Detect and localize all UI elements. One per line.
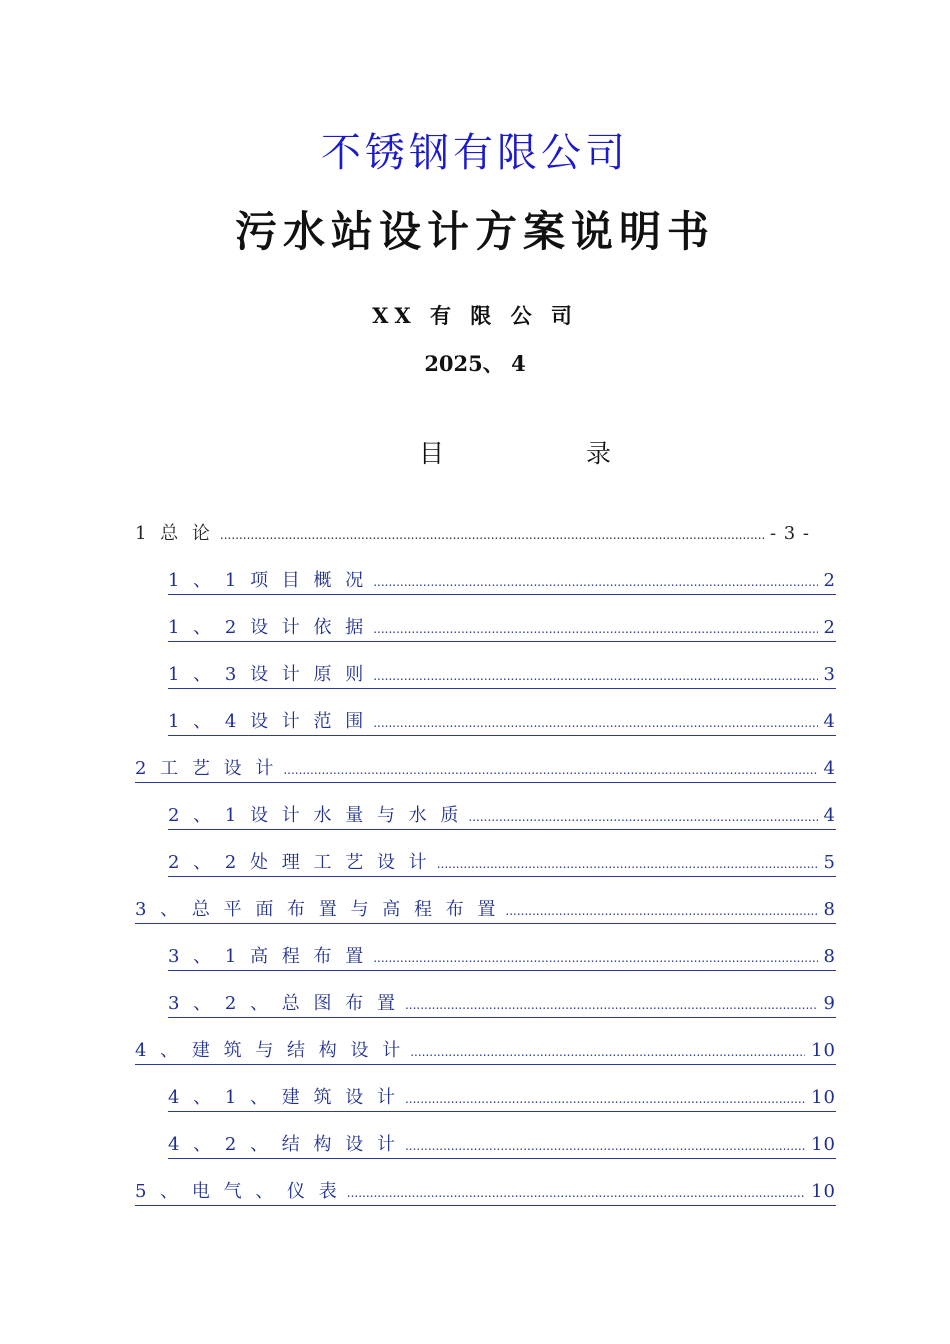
toc-link[interactable]: [168, 709, 836, 736]
toc-entry-label: 2 、 1 设 计 水 量 与 水 质: [168, 805, 463, 826]
toc-dot-leader: [220, 522, 764, 548]
toc-dot-leader: [410, 1039, 805, 1065]
toc-dot-leader: [283, 757, 817, 783]
toc-dot-leader: [373, 616, 817, 642]
toc-entry-label: 1 总 论: [135, 523, 214, 544]
toc-heading-right: 录: [586, 439, 612, 468]
toc-dot-leader: [347, 1180, 805, 1206]
toc-entry-page: 10: [811, 1181, 836, 1202]
date-line: 2025、 4: [424, 351, 526, 376]
author-line: XX 有 限 公 司: [372, 303, 578, 328]
toc-heading-left: 目: [419, 439, 445, 468]
toc-dot-leader: [373, 663, 817, 689]
toc-entry-page: 2: [823, 570, 836, 591]
toc-link[interactable]: [168, 1132, 836, 1159]
toc-entry-label: 3 、 2 、 总 图 布 置: [168, 993, 399, 1014]
toc-dot-leader: [373, 710, 817, 736]
toc-entry-label: 1 、 2 设 计 依 据: [168, 617, 368, 638]
toc-dot-leader: [405, 1086, 805, 1112]
toc-dot-leader: [405, 1133, 805, 1159]
toc-entry-label: 3 、 1 高 程 布 置: [168, 946, 368, 967]
toc-link[interactable]: [168, 662, 836, 689]
toc-entry-label: 1 、 1 项 目 概 况: [168, 570, 368, 591]
toc-entry-label: 1 、 3 设 计 原 则: [168, 664, 368, 685]
toc-entry-page: 10: [811, 1040, 836, 1061]
toc-entry-page: 3: [823, 664, 836, 685]
toc-entry-page: 8: [823, 899, 836, 920]
toc-link[interactable]: [168, 1085, 836, 1112]
toc-dot-leader: [468, 804, 817, 830]
toc-entry-page: 5: [823, 852, 836, 873]
toc-entry-page: 10: [811, 1087, 836, 1108]
toc-link[interactable]: [168, 944, 836, 971]
toc-entry-page: 4: [823, 711, 836, 732]
toc-entry-page: 10: [811, 1134, 836, 1155]
toc-entry-page: 8: [823, 946, 836, 967]
toc-entry-label: 5 、 电 气 、 仪 表: [135, 1181, 341, 1202]
company-name: 不锈钢有限公司: [321, 130, 629, 176]
toc-link[interactable]: [168, 568, 836, 595]
toc-dot-leader: [505, 898, 817, 924]
toc-entry-page: 2: [823, 617, 836, 638]
toc-dot-leader: [373, 945, 817, 971]
toc-entry-label: 4 、 1 、 建 筑 设 计: [168, 1087, 399, 1108]
toc-link[interactable]: [168, 803, 836, 830]
toc-link[interactable]: [168, 615, 836, 642]
toc-entry-page: 4: [823, 805, 836, 826]
toc-entry-label: 1 、 4 设 计 范 围: [168, 711, 368, 732]
toc-entry-label: 4 、 建 筑 与 结 构 设 计: [135, 1040, 405, 1061]
toc-dot-leader: [437, 851, 818, 877]
toc-link[interactable]: [135, 756, 836, 783]
toc-link[interactable]: [135, 897, 836, 924]
toc-entry-page: 9: [823, 993, 836, 1014]
toc-entry-page: 4: [823, 758, 836, 779]
toc-link[interactable]: [135, 1038, 836, 1065]
toc-link[interactable]: [135, 1179, 836, 1206]
toc-entry-label: 2 工 艺 设 计: [135, 758, 278, 779]
toc-heading: [0, 434, 950, 468]
toc-dot-leader: [373, 569, 817, 595]
document-title: 污水站设计方案说明书: [234, 207, 715, 256]
toc-entry-page: - 3 -: [769, 523, 810, 544]
toc-link[interactable]: [168, 991, 836, 1018]
toc-dot-leader: [405, 992, 818, 1018]
toc-entry-label: 4 、 2 、 结 构 设 计: [168, 1134, 399, 1155]
toc-link[interactable]: [168, 850, 836, 877]
toc-entry: [135, 521, 810, 547]
toc-entry-label: 3 、 总 平 面 布 置 与 高 程 布 置: [135, 899, 500, 920]
toc-entry-label: 2 、 2 处 理 工 艺 设 计: [168, 852, 431, 873]
